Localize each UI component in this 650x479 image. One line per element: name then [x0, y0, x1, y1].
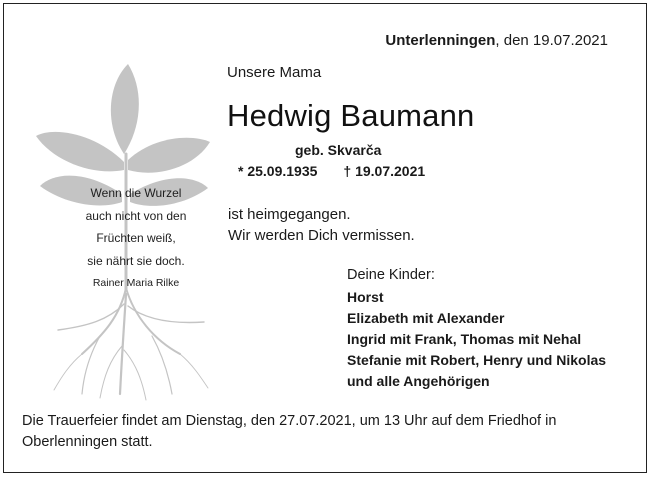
child-entry: Horst [347, 289, 384, 305]
quote-line: auch nicht von den [85, 208, 187, 223]
children-list [347, 287, 606, 392]
maiden-name: geb. Skvarča [295, 142, 382, 158]
quote-line: Früchten weiß, [96, 231, 176, 245]
funeral-info [22, 411, 556, 453]
birth-date: * 25.09.1935 [238, 163, 318, 179]
death-date: † 19.07.2021 [343, 163, 426, 179]
place-name: Unterlenningen [385, 32, 496, 49]
children-label: Deine Kinder: [347, 267, 435, 283]
child-entry: und alle Angehörigen [347, 373, 490, 389]
funeral-info-line: Oberlenningen statt. [22, 434, 153, 450]
quote-line: sie nährt sie doch. [87, 253, 185, 268]
place-date-line [385, 32, 608, 49]
quote-author: Rainer Maria Rilke [92, 277, 180, 289]
date-text: , den 19.07.2021 [495, 32, 608, 49]
child-entry: Elizabeth mit Alexander [347, 310, 505, 326]
child-entry: Stefanie mit Robert, Henry und Nikolas [347, 352, 607, 368]
child-entry: Ingrid mit Frank, Thomas mit Nehal [347, 331, 582, 347]
funeral-info-line: Die Trauerfeier findet am Dienstag, den 27.07.2021, um 13 Uhr auf dem Friedhof in [22, 413, 557, 429]
passed-message [228, 204, 415, 246]
intro-text: Unsere Mama [227, 64, 322, 81]
deceased-name: Hedwig Baumann [227, 98, 475, 133]
quote-line: Wenn die Wurzel [90, 186, 182, 200]
life-dates [238, 163, 425, 179]
obituary-notice [3, 3, 647, 473]
passed-line: Wir werden Dich vermissen. [228, 227, 415, 244]
passed-line: ist heimgegangen. [228, 206, 351, 223]
rilke-quote [64, 182, 208, 291]
